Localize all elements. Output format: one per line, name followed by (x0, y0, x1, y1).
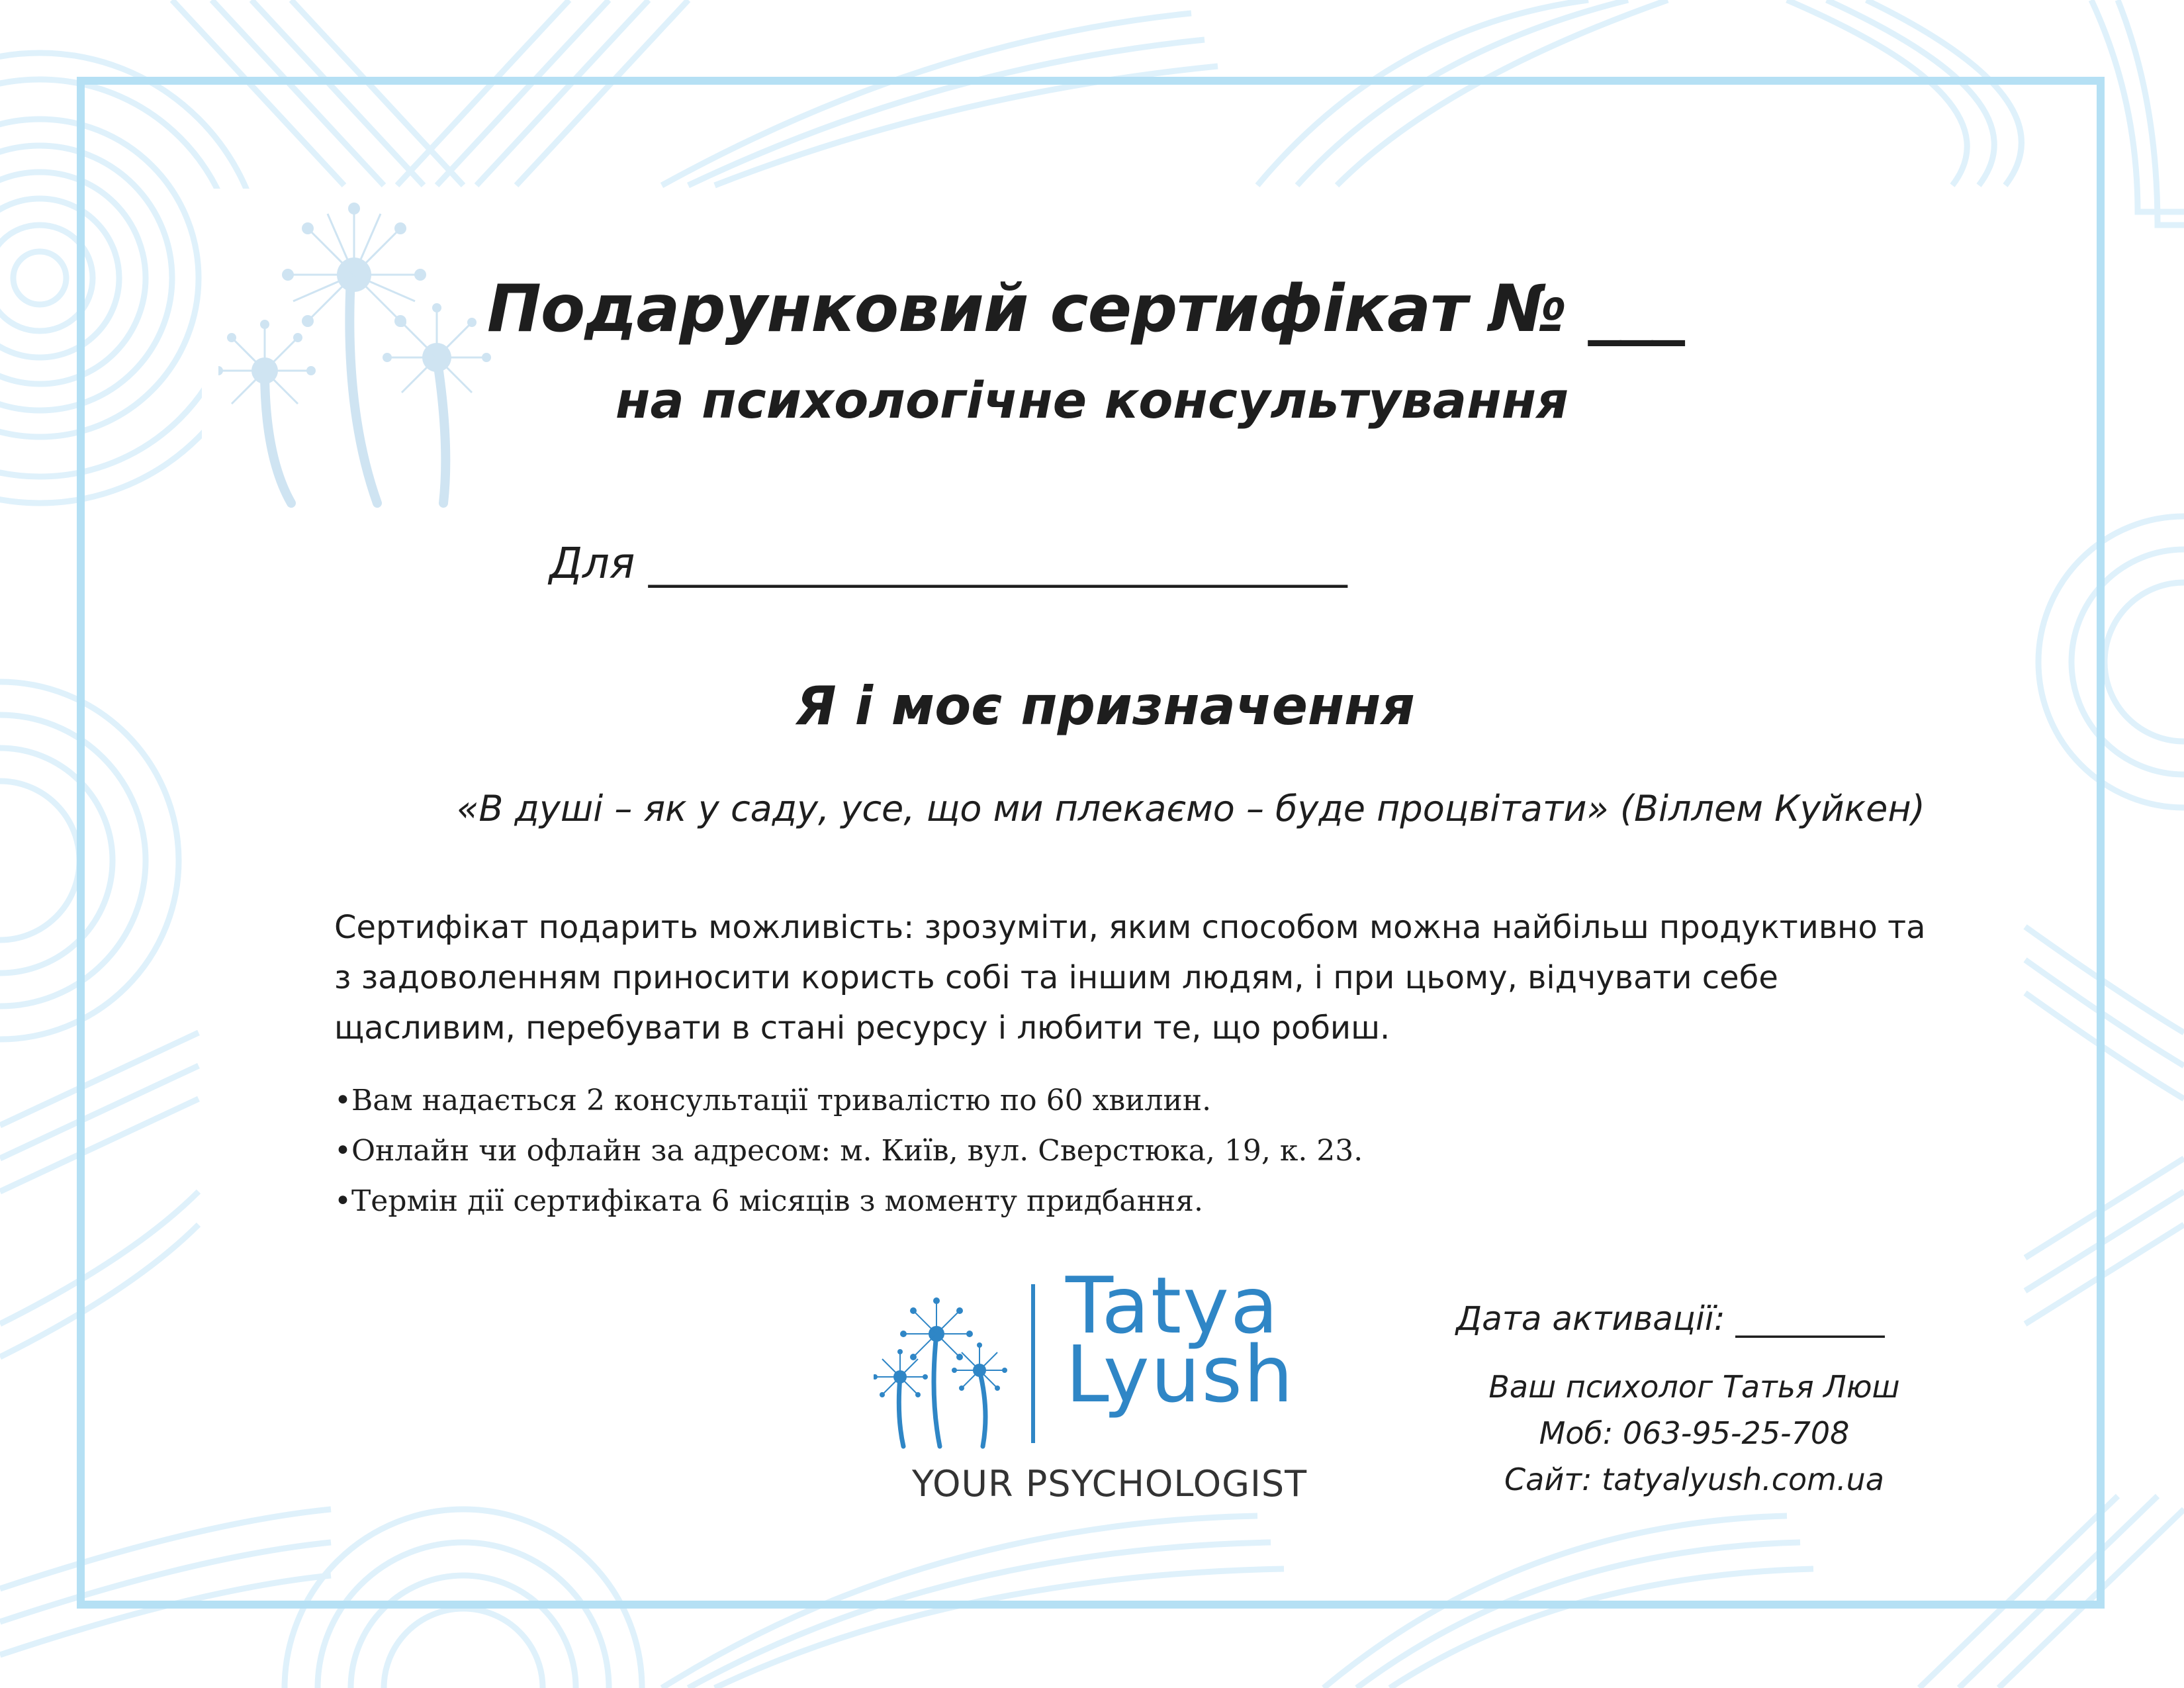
certificate-subtitle: на психологічне консультування (615, 371, 1569, 430)
description-paragraph (334, 902, 1936, 1053)
brand-logo (860, 1260, 1363, 1523)
phone-number: Моб: 063-95-25-708 (1539, 1415, 1850, 1451)
dandelion-icon (874, 1297, 1019, 1450)
contact-block (1430, 1364, 1959, 1503)
logo-tagline: YOUR PSYCHOLOGIST (912, 1463, 1308, 1505)
logo-divider (1031, 1284, 1035, 1443)
description-text: Сертифікат подарить можливість: зрозуміти, яким способом можна найбільш продуктивно та з задоволенням приносити користь собі та іншим людям, і при цьому, відчувати себе щасливим, перебувати в стані ресурсу і любити те, що робиш. (334, 909, 1926, 1047)
quote-text: «В душі – як у саду, усе, що ми плекаємо – буде процвітати» (Віллем Куйкен) (457, 788, 1925, 829)
details-list-item: •Вам надається 2 консультації тривалістю по 60 хвилин. (334, 1084, 1212, 1117)
logo-name (1066, 1260, 1295, 1420)
details-list-item: •Онлайн чи офлайн за адресом: м. Київ, вул. Сверстюка, 19, к. 23. (334, 1134, 1363, 1168)
details-list-item: •Термін дії сертифіката 6 місяців з моменту придбання. (334, 1184, 1203, 1218)
logo-name-first: Tatya (1066, 1260, 1280, 1351)
psychologist-name: Ваш психолог Татья Люш (1488, 1369, 1900, 1405)
logo-name-last: Lyush (1066, 1329, 1295, 1420)
activation-date-field[interactable]: Дата активації: _________ (1456, 1299, 1885, 1338)
website-link[interactable]: Сайт: tatyalyush.com.ua (1504, 1462, 1884, 1497)
recipient-label: Для (549, 539, 635, 588)
dandelion-decoration-icon (218, 192, 496, 510)
certificate-title: Подарунковий сертифікат № ___ (486, 271, 1684, 347)
recipient-blank-field[interactable]: _________________________________ (648, 539, 1347, 588)
details-list (334, 1076, 1363, 1227)
recipient-line (549, 539, 1347, 588)
program-name: Я і моє призначення (796, 675, 1415, 737)
